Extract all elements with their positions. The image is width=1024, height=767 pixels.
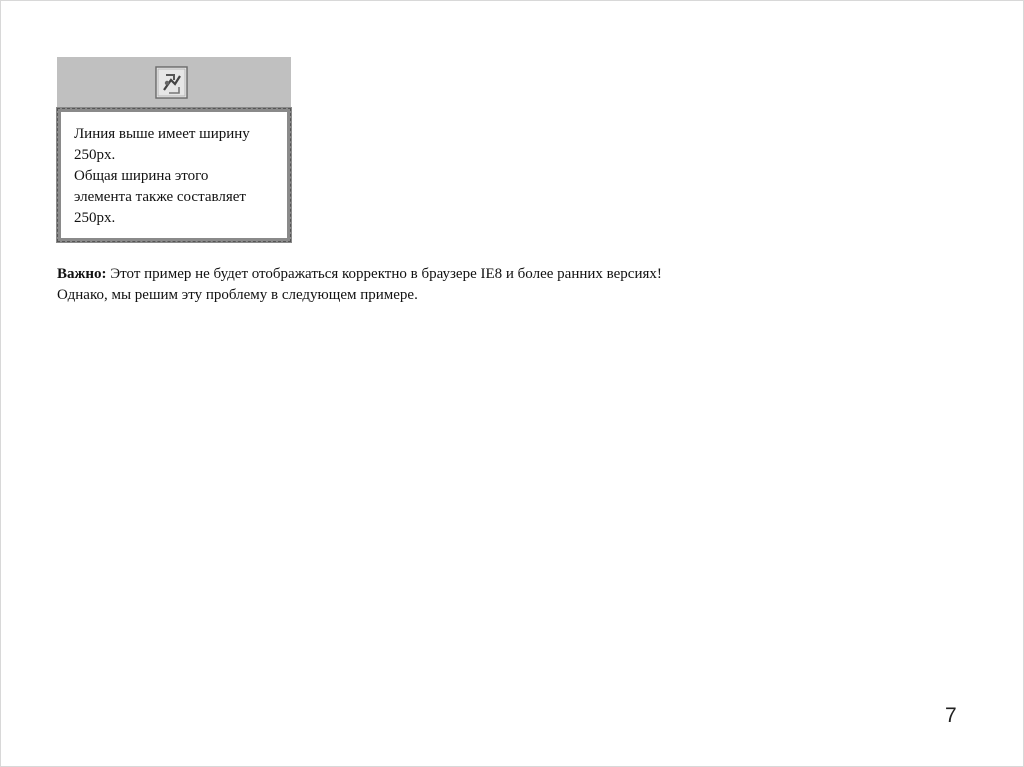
example-text-line: Общая ширина этого — [74, 168, 209, 184]
note-label: Важно: — [57, 266, 107, 282]
broken-image-icon — [155, 66, 188, 99]
note-line-1 — [57, 264, 797, 285]
example-text-line: Линия выше имеет ширину — [74, 126, 250, 142]
example-text-line: 250px. — [74, 147, 116, 163]
note-text: Этот пример не будет отображаться корректно в браузере IE8 и более ранних версиях! — [110, 266, 662, 282]
important-note — [57, 264, 797, 306]
example-text-line: элемента также составляет — [74, 189, 246, 205]
example-text — [74, 124, 279, 229]
note-line-2: Однако, мы решим эту проблему в следующем примере. — [57, 287, 418, 303]
example-text-line: 250px. — [74, 210, 116, 226]
width-example-box — [56, 107, 292, 243]
page-number: 7 — [945, 704, 957, 727]
